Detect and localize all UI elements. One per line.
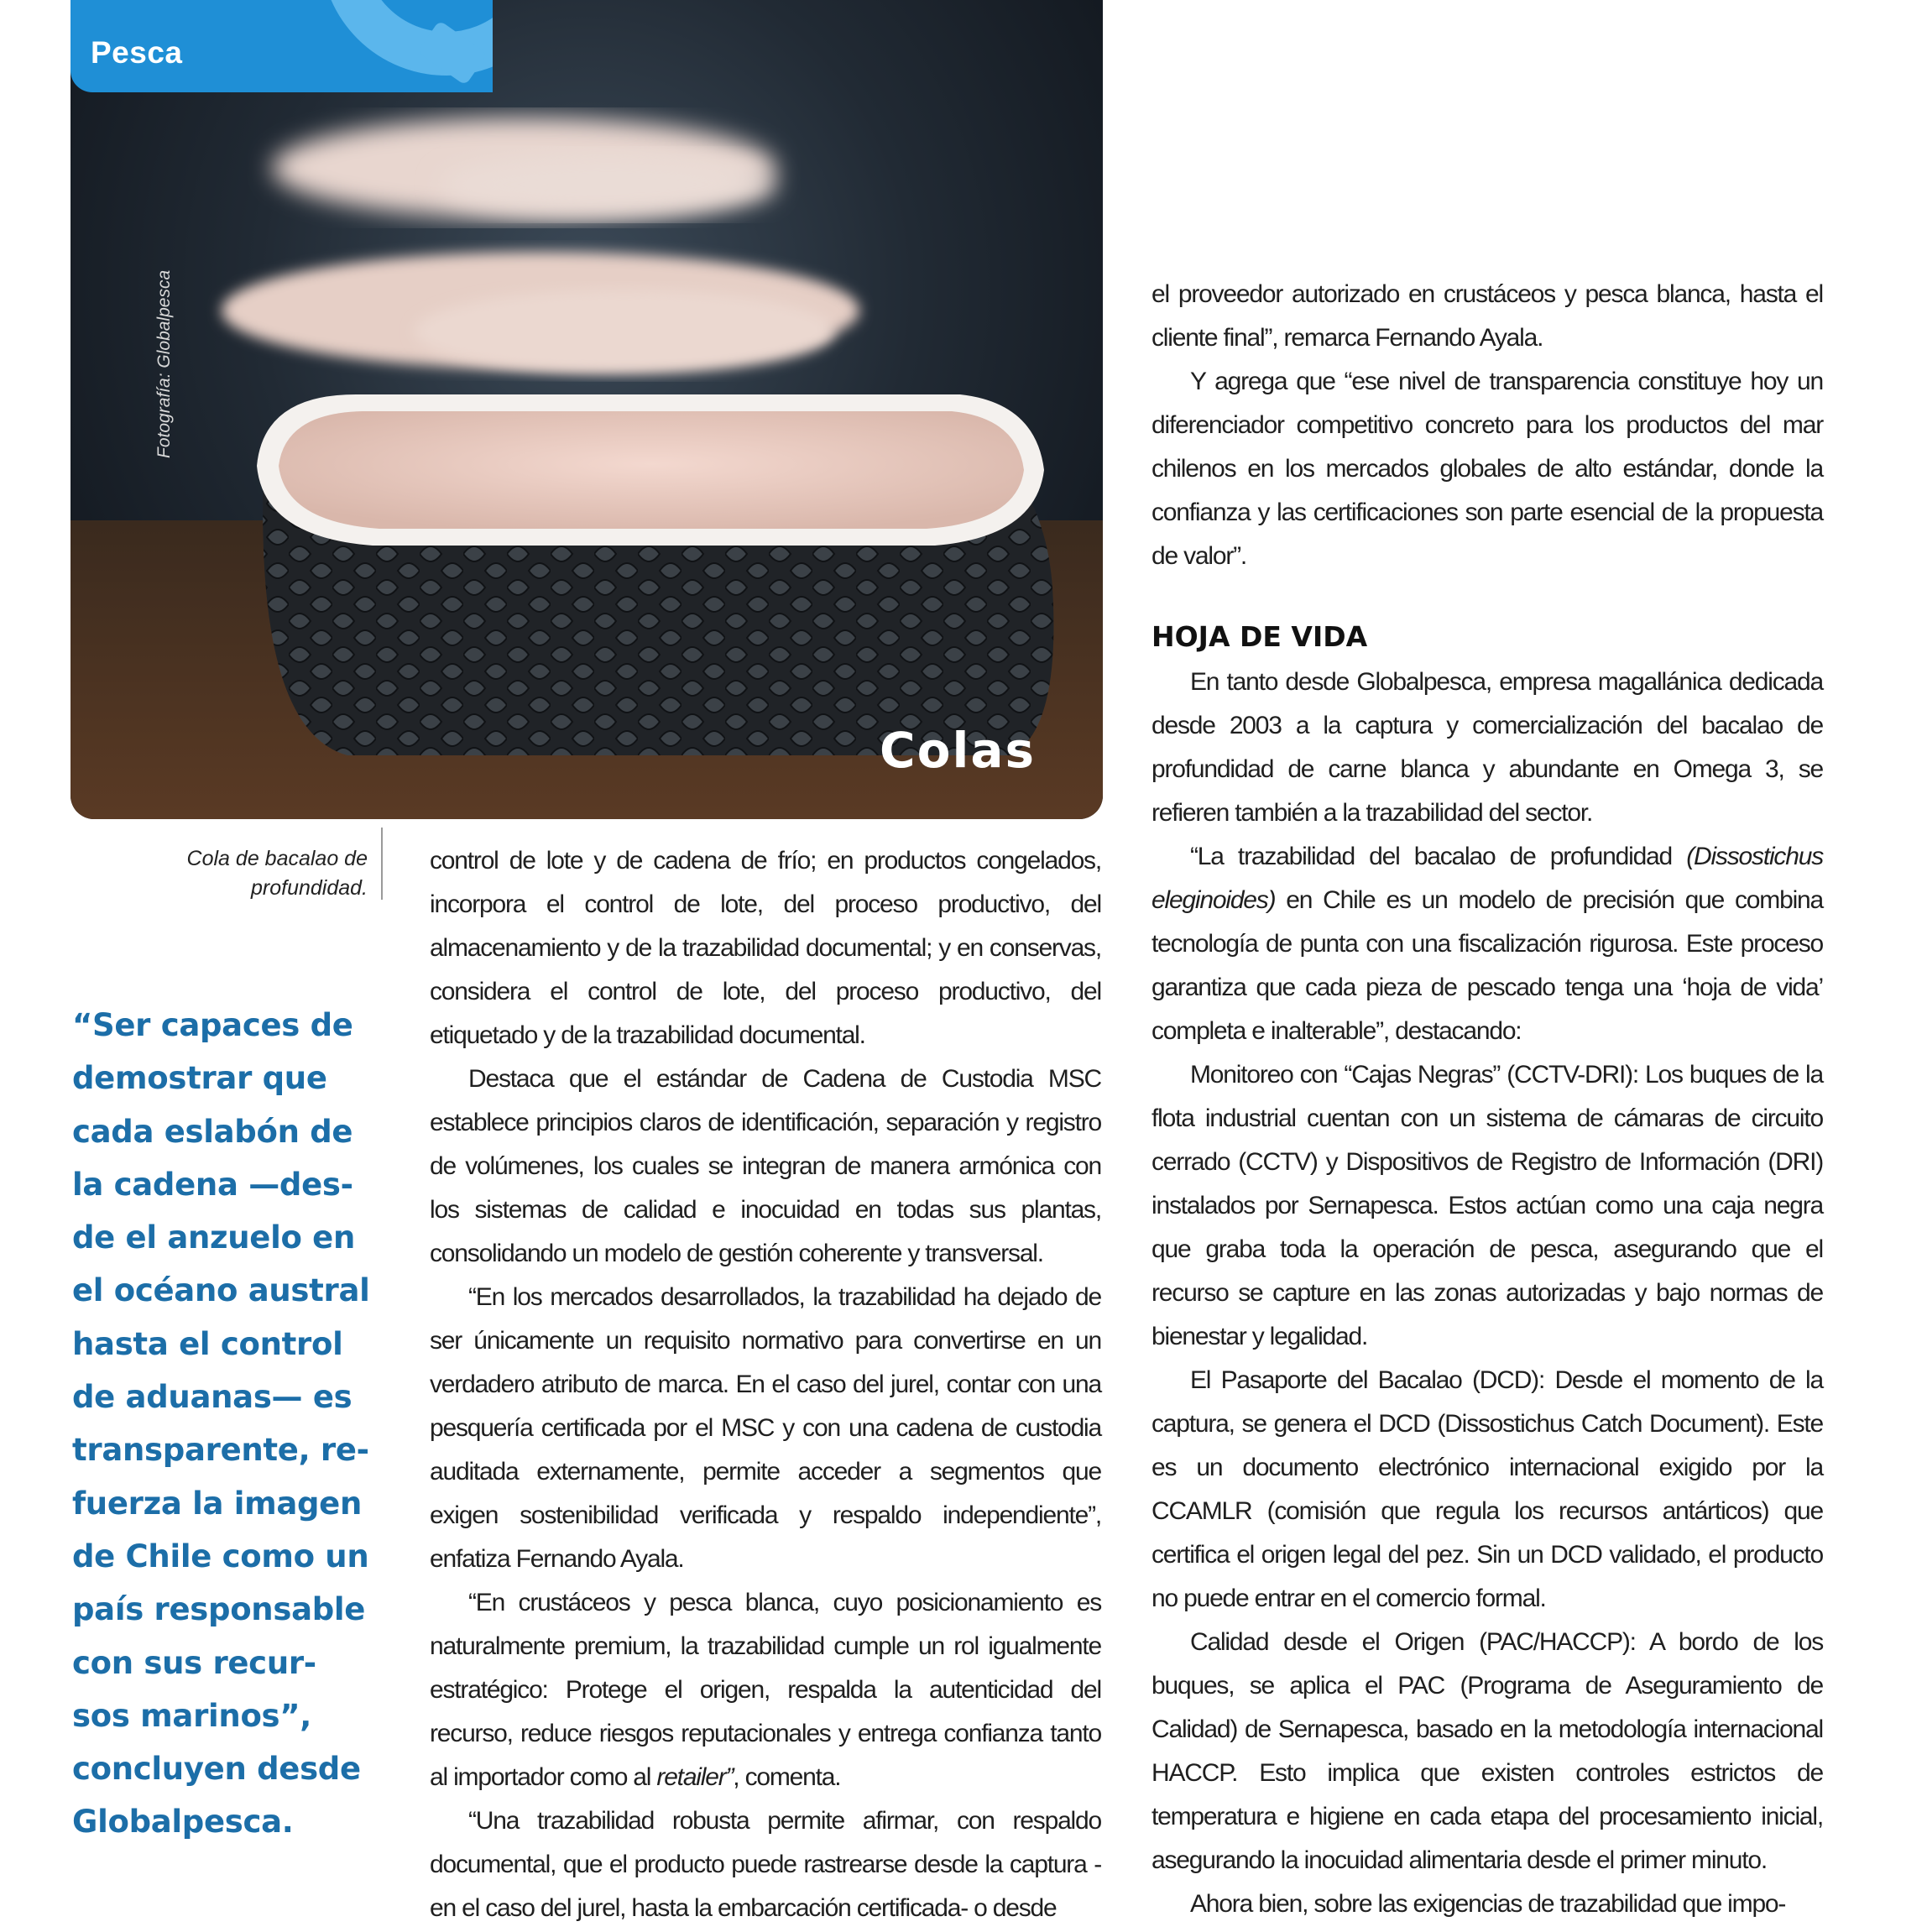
paragraph: En tanto desde Globalpesca, empresa magallánica dedicada desde 2003 a la captura y comercialización del bacalao de profundidad de carne blanca y abundante en Omega 3, se refieren también a la trazabilidad del sector. — [1152, 668, 1823, 827]
pull-quote: “Ser capaces de demostrar que cada eslabón de la cadena —des- de el anzuelo en el océano austral hasta el control de aduanas— es transparente, re- fuerza la imagen de Chile como un país responsable con sus recur- sos marinos”, concluyen desde Globalpesca. — [72, 1007, 370, 1841]
paragraph: Y agrega que “ese nivel de transparencia constituye hoy un diferenciador competitivo concreto para los productos del mar chilenos en los mercados globales de alto estándar, donde la confianza y las certificaciones son parte esencial de la propuesta de valor”. — [1152, 368, 1823, 570]
paragraph: Ahora bien, sobre las exigencias de trazabilidad que impo- — [1190, 1890, 1786, 1918]
paragraph: Destaca que el estándar de Cadena de Custodia MSC establece principios claros de identificación, separación y registro de volúmenes, los cuales se integran de manera armónica con los sistemas de calidad e inocuidad en todas sus plantas, consolidando un modelo de gestión coherente y transversal. — [430, 1065, 1101, 1267]
article-photo — [70, 0, 1103, 819]
paragraph: El Pasaporte del Bacalao (DCD): Desde el momento de la captura, se genera el DCD (Dissostichus Catch Document). Este es un documento electrónico internacional exigido por la CCAMLR (comisión que regula los recursos antárticos) que certifica el origen legal del pez. Sin un DCD validado, el producto no puede entrar en el comercio formal. — [1152, 1366, 1823, 1612]
paragraph-text: “En crustáceos y pesca blanca, cuyo posicionamiento es naturalmente premium, la trazabilidad cumple un rol igualmente estratégico: Protege el origen, respalda la autenticidad del recurso, reduce riesgos reputacionales y entrega confianza tanto al importador como al — [430, 1589, 1101, 1791]
paragraph-text: , comenta. — [733, 1763, 841, 1791]
paragraph: el proveedor autorizado en crustáceos y pesca blanca, hasta el cliente final”, remarca Fernando Ayala. — [1152, 280, 1823, 352]
photo-credit: Fotografía: Globalpesca — [154, 269, 174, 458]
section-tab — [70, 0, 493, 92]
paragraph: control de lote y de cadena de frío; en productos congelados, incorpora el control de lote, del proceso productivo, del almacenamiento y de la trazabilidad documental; y en conservas, considera el control de lote, del proceso productivo, del etiquetado y de la trazabilidad documental. — [430, 847, 1101, 1049]
paragraph: Calidad desde el Origen (PAC/HACCP): A bordo de los buques, se aplica el PAC (Programa de Aseguramiento de Calidad) de Sernapesca, basado en la metodología internacional HACCP. Esto implica que existen controles estrictos de temperatura e higiene en cada etapa del procesamiento inicial, asegurando la inocuidad alimentaria desde el primer minuto. — [1152, 1628, 1823, 1874]
paragraph-text: en Chile es un modelo de precisión que combina tecnología de punta con una fiscalización rigurosa. Este proceso garantiza que cada pieza de pescado tenga una ‘hoja de vida’ completa e inalterable”, destacando: — [1152, 886, 1823, 1045]
article-column-middle — [430, 839, 1101, 1930]
article-column-right — [1152, 273, 1823, 1926]
paragraph: “En los mercados desarrollados, la trazabilidad ha dejado de ser únicamente un requisito normativo para convertirse en un verdadero atributo de marca. En el caso del jurel, contar con una pesquería certificada por el MSC y con una cadena de custodia auditada externamente, permite acceder a segmentos que exigen sostenibilidad verificada y respaldo independiente”, enfatiza Fernando Ayala. — [430, 1283, 1101, 1573]
emphasis: (Dissostichus eleginoides) — [1152, 843, 1823, 914]
photo-tag: Colas — [880, 722, 1036, 779]
caption-divider — [381, 828, 383, 900]
photo-caption: Cola de bacalao de profundidad. — [186, 847, 368, 900]
section-label: Pesca — [91, 35, 183, 70]
subheading: HOJA DE VIDA — [1152, 620, 1368, 653]
paragraph-text: “La trazabilidad del bacalao de profundidad — [1190, 843, 1687, 870]
paragraph: Monitoreo con “Cajas Negras” (CCTV-DRI): Los buques de la flota industrial cuentan con un sistema de cámaras de circuito cerrado (CCTV) y Dispositivos de Registro de Información (DRI) instalados por Sernapesca. Estos actúan como una caja negra que graba toda la operación de pesca, asegurando que el recurso se capture en las zonas autorizadas y bajo normas de bienestar y legalidad. — [1152, 1061, 1823, 1350]
fish-tail-illustration — [70, 0, 1103, 819]
paragraph: “Una trazabilidad robusta permite afirmar, con respaldo documental, que el producto puede rastrearse desde la captura -en el caso del jurel, hasta la embarcación certificada- o desde — [430, 1807, 1101, 1922]
emphasis: retailer” — [656, 1763, 734, 1791]
paragraph — [430, 1581, 1101, 1799]
paragraph — [1152, 835, 1823, 1053]
